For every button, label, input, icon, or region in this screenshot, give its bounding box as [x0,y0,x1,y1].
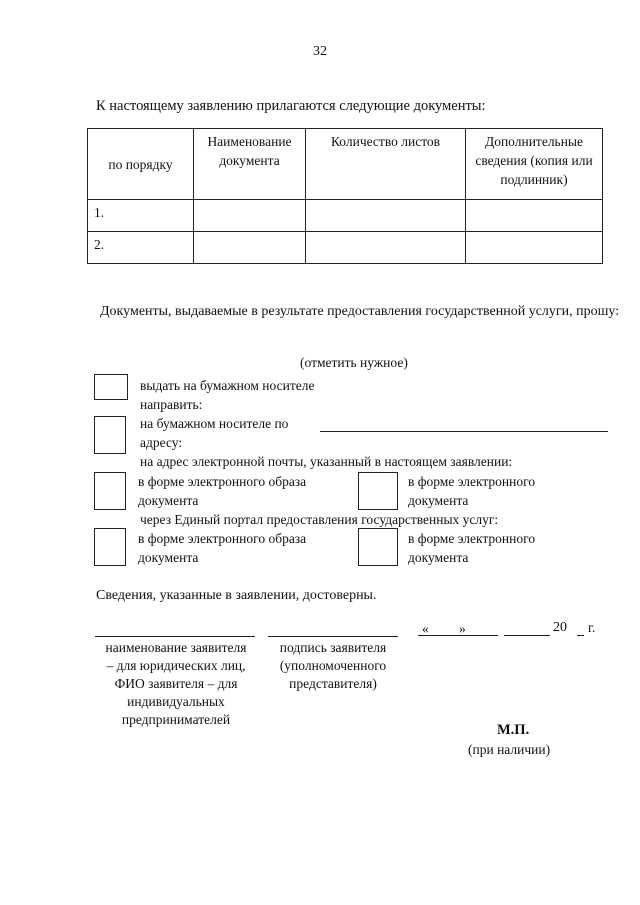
email-heading: на адрес электронной почты, указанный в настоящем заявлении: [140,454,513,469]
email-doc-label-line2: документа [408,493,469,508]
portal-image-checkbox[interactable] [94,528,126,566]
mark-hint: (отметить нужное) [300,355,408,370]
option-paper-label: выдать на бумажном носителе [140,378,315,393]
row-1-extra-info[interactable] [466,200,603,232]
paper-address-checkbox[interactable] [94,416,126,454]
send-label: направить: [140,397,203,412]
signature-line[interactable] [268,636,398,637]
applicant-caption-line4: индивидуальных [127,694,225,709]
date-month-line[interactable] [504,635,550,636]
sign-caption [262,639,404,693]
attachments-intro: К настоящему заявлению прилагаются следующие документы: [96,98,486,114]
row-2-sheet-count[interactable] [306,232,466,264]
email-doc-label-line1: в форме электронного [408,474,536,489]
option-paper-address-line2: адресу: [140,435,183,450]
applicant-caption-line1: наименование заявителя [105,640,247,655]
table-header-row [88,129,603,200]
option-paper-address-line1: на бумажном носителе по [140,416,289,431]
email-image-label-line1: в форме электронного образа [138,474,307,489]
email-image-checkbox[interactable] [94,472,126,510]
row-2-order: 2. [88,232,194,264]
address-input-line[interactable] [320,431,608,432]
email-image-label-line2: документа [138,493,199,508]
row-1-doc-name[interactable] [194,200,306,232]
table-row [88,200,603,232]
applicant-caption-line2: – для юридических лиц, [106,658,246,673]
issuance-request: Документы, выдаваемые в результате предоставления государственной услуги, прошу: [100,304,620,319]
applicant-caption [90,639,262,729]
sign-caption-line3: представителя) [289,676,377,691]
seal-label: М.П. [497,722,530,738]
portal-image-label-line1: в форме электронного образа [138,531,307,546]
date-year-line[interactable] [577,635,584,636]
row-2-extra-info[interactable] [466,232,603,264]
header-extra-info: Дополнительные сведения (копия или подлинник) [466,129,603,200]
paper-checkbox[interactable] [94,374,128,400]
applicant-caption-line5: предпринимателей [121,712,231,727]
page-number: 32 [313,44,327,59]
row-1-order: 1. [88,200,194,232]
email-doc-checkbox[interactable] [358,472,398,510]
header-doc-name: Наименование документа [194,129,306,200]
date-open-quote: « [422,621,429,636]
seal-note: (при наличии) [468,742,551,757]
portal-image-label-line2: документа [138,550,199,565]
table-row [88,232,603,264]
date-close-quote: » [459,621,466,636]
row-2-doc-name[interactable] [194,232,306,264]
year-prefix: 20 [553,620,567,635]
sign-caption-line2: (уполномоченного [279,658,387,673]
applicant-caption-line3: ФИО заявителя – для [114,676,238,691]
accuracy-statement: Сведения, указанные в заявлении, достоверны. [96,588,377,603]
sign-caption-line1: подпись заявителя [279,640,387,655]
portal-doc-checkbox[interactable] [358,528,398,566]
year-suffix: г. [588,620,596,635]
portal-doc-label-line2: документа [408,550,469,565]
portal-doc-label-line1: в форме электронного [408,531,536,546]
row-1-sheet-count[interactable] [306,200,466,232]
portal-heading: через Единый портал предоставления государственных услуг: [140,512,499,527]
attachments-table [87,128,603,264]
applicant-name-line[interactable] [95,636,255,637]
date-day-line[interactable] [418,635,498,636]
header-sheet-count: Количество листов [306,129,466,200]
header-order: по порядку [88,129,194,200]
